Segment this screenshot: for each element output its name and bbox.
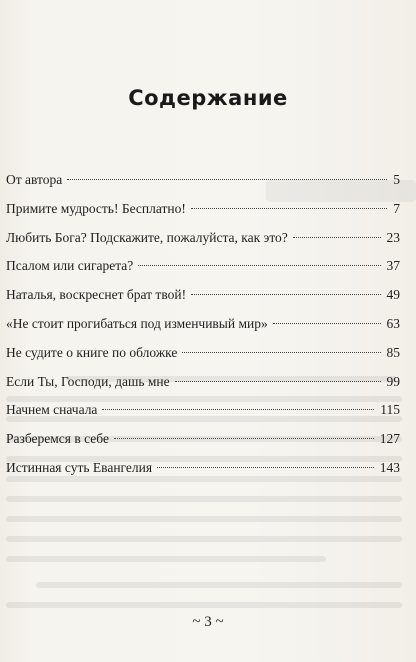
toc-entry-title: Начнем сначала	[6, 402, 98, 418]
toc-entry-page: 127	[379, 431, 400, 447]
toc-entry	[6, 224, 400, 253]
toc-entry-title: Если Ты, Господи, дашь мне	[6, 373, 170, 389]
toc-leader-dots	[175, 381, 381, 382]
page-number: ~ 3 ~	[192, 614, 224, 630]
toc-entry-page: 85	[386, 344, 400, 360]
toc-leader-dots	[157, 467, 374, 468]
toc-entry-title: «Не стоит прогибаться под изменчивый мир»	[6, 315, 268, 331]
toc-leader-dots	[67, 179, 387, 180]
toc-leader-dots	[273, 323, 381, 324]
toc-entry	[6, 368, 400, 397]
toc-entry-page: 63	[386, 315, 400, 331]
toc-entry-title: Примите мудрость! Бесплатно!	[6, 200, 186, 216]
toc-leader-dots	[182, 352, 380, 353]
show-through-line	[6, 516, 402, 522]
toc-entry-page: 49	[386, 287, 400, 303]
toc-entry	[6, 166, 400, 195]
toc-entry	[6, 195, 400, 224]
toc-entry	[6, 252, 400, 281]
toc-entry-title: Наталья, воскреснет брат твой!	[6, 287, 187, 303]
toc-entry	[6, 454, 400, 483]
show-through-line	[6, 556, 326, 562]
toc-entry-page: 5	[393, 172, 400, 187]
toc-entry	[6, 339, 400, 368]
table-of-contents	[6, 166, 400, 483]
toc-leader-dots	[191, 208, 387, 209]
show-through-line	[6, 602, 402, 608]
toc-entry-title: Разберемся в себе	[6, 431, 109, 447]
toc-leader-dots	[138, 265, 380, 266]
toc-leader-dots	[114, 438, 374, 439]
toc-entry-title: От автора	[6, 172, 63, 187]
toc-entry	[6, 425, 400, 454]
toc-entry-page: 143	[379, 459, 400, 475]
toc-entry-page: 7	[393, 200, 400, 216]
toc-entry-page: 37	[386, 258, 400, 274]
toc-entry-title: Любить Бога? Подскажите, пожалуйста, как это?	[6, 229, 288, 245]
show-through-line	[36, 582, 402, 588]
toc-leader-dots	[293, 237, 381, 238]
toc-entry	[6, 396, 400, 425]
toc-entry-title: Истинная суть Евангелия	[6, 459, 153, 475]
toc-leader-dots	[191, 294, 380, 295]
show-through-line	[6, 496, 402, 502]
toc-entry	[6, 310, 400, 339]
toc-entry-page: 99	[386, 373, 400, 389]
toc-leader-dots	[102, 409, 374, 410]
toc-entry	[6, 281, 400, 310]
toc-entry-title: Псалом или сигарета?	[6, 258, 134, 274]
toc-entry-title: Не судите о книге по обложке	[6, 344, 178, 360]
toc-entry-page: 115	[380, 402, 400, 418]
show-through-line	[6, 536, 402, 542]
toc-entry-page: 23	[386, 229, 400, 245]
page-title: Содержание	[128, 86, 288, 110]
